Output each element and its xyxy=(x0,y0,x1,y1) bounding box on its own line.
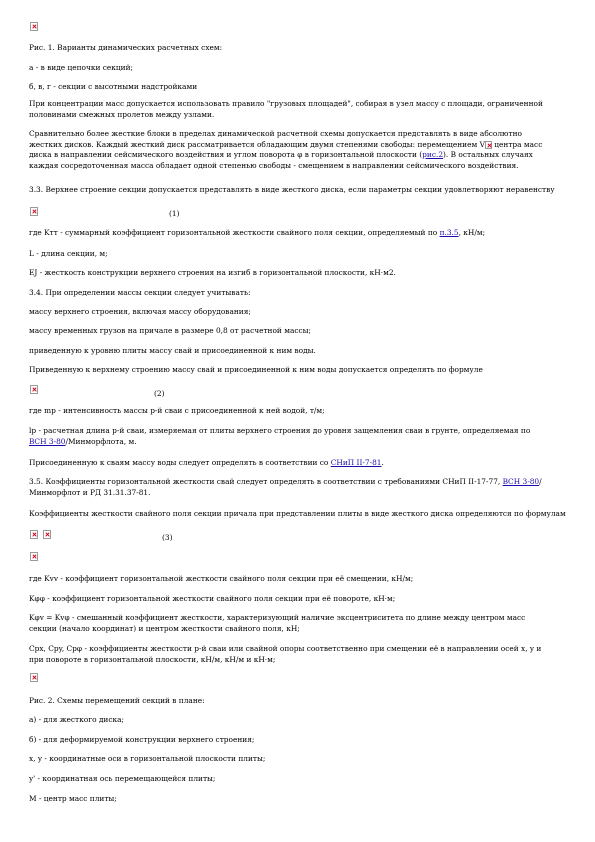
paragraph-3-3: 3.3. Верхнее строение секции допускается представлять в виде жесткого диска, если параметры секции удовлетворяют неравенству xyxy=(29,185,555,194)
paragraph-lp-text-2: /Минморфлота, м. xyxy=(65,436,137,446)
paragraph-rigid-text-1: Сравнительно более жесткие блоки в пределах динамической расчетной схемы допускается представлять в виде абсолютно жестких дисков. Каждый жесткий диск рассматривается обладающим двумя степенями свободы: перемещением V xyxy=(29,129,522,149)
broken-image-icon xyxy=(30,530,38,539)
paragraph-rigid-text-3: ). В остальных случаях каждая сосредоточенная масса обладает одной степенью свободы - смещением в направлении сейсмического воздействия. xyxy=(29,150,533,170)
paragraph-lp xyxy=(29,426,549,447)
broken-image-icon xyxy=(30,552,38,561)
paragraph-kxx xyxy=(29,228,549,239)
equation-2-number: (2) xyxy=(154,389,165,398)
paragraph-added-text-1: Присоединенную к сваям массу воды следует определять в соответствии со xyxy=(29,458,331,467)
section-3-5-link[interactable]: п.3.5 xyxy=(439,228,459,237)
broken-image-icon xyxy=(30,385,38,394)
figure-1-item-a: а - в виде цепочки секций; xyxy=(29,63,133,72)
figure-2-mass-center: M - центр масс плиты; xyxy=(29,794,117,803)
figure-2-caption: Рис. 2. Схемы перемещений секций в плане: xyxy=(29,696,205,705)
paragraph-kxx-text-2: , кН/м; xyxy=(458,228,486,237)
broken-image-icon xyxy=(43,530,51,539)
paragraph-added-water xyxy=(29,458,549,469)
equation-1-number: (1) xyxy=(169,209,180,218)
list-item-mass-upper: массу верхнего строения, включая массу оборудования; xyxy=(29,307,251,316)
figure-2-item-b: б) - для деформируемой конструкции верхнего строения; xyxy=(29,735,255,744)
figure-2-axis-y1: y' - координатная ось перемещающейся плиты; xyxy=(29,774,216,783)
paragraph-reduced-mass: Приведенную к верхнему строению массу свай и присоединенной к ним воды допускается определять по формуле xyxy=(29,365,483,374)
list-item-mass-added: приведенную к уровню плиты массу свай и присоединенной к ним воды. xyxy=(29,346,316,355)
vsn-3-80-link[interactable]: ВСН 3-80 xyxy=(502,477,540,486)
paragraph-3-5 xyxy=(29,477,549,498)
paragraph-3-5-text-1: 3.5. Коэффициенты горизонтальной жесткости свай следует определять в соответствии с требованиями СНиП II-17-77, xyxy=(29,477,503,486)
paragraph-concentration: При концентрации масс допускается использовать правило "грузовых площадей", собирая в узел массу с площади, ограниченной половинами смежных пролетов между узлами. xyxy=(29,99,543,119)
snip-ii-7-81-link[interactable]: СНиП II-7-81 xyxy=(330,458,382,467)
paragraph-cpx: Cpx, Cpy, Cpφ - коэффициенты жесткости p-й сваи или свайной опоры соответственно при смещении её в направлении осей x, y и при повороте в горизонтальной плоскости, кН/м, кН/м и кН·м; xyxy=(29,644,542,664)
paragraph-rigid-text-2: центра масс диска в направлении сейсмического воздействия и углом поворота φ в горизонтальной плоскости ( xyxy=(29,139,543,159)
figure-2-axes-xy: x, y - координатные оси в горизонтальной плоскости плиты; xyxy=(29,754,266,763)
paragraph-kvv: где Kvv - коэффициент горизонтальной жесткости свайного поля секции при её смещении, кН/м; xyxy=(29,574,414,583)
figure-1-caption: Рис. 1. Варианты динамических расчетных схем: xyxy=(29,43,223,52)
figure-1-item-bvg: б, в, г - секции с высотными надстройками xyxy=(29,82,198,91)
figure-2-link[interactable]: рис.2 xyxy=(422,150,444,159)
paragraph-added-text-2: . xyxy=(381,458,384,467)
paragraph-kff: Kφφ - коэффициент горизонтальной жесткости свайного поля секции при её повороте, кН·м; xyxy=(29,594,396,603)
paragraph-ej: EJ - жесткость конструкции верхнего строения на изгиб в горизонтальной плоскости, кН·м2. xyxy=(29,268,396,277)
paragraph-kfv: Kφv = Kvφ - смешанный коэффициент жесткости, характеризующий наличие эксцентриситета по длине между центром масс секции (начало координат) и центром жесткости свайного поля, кН; xyxy=(29,613,526,633)
paragraph-3-5-text-2: /Минморфлот и РД 31.31.37-81. xyxy=(29,477,542,497)
broken-image-icon xyxy=(485,141,492,149)
paragraph-3-4: 3.4. При определении массы секции следует учитывать: xyxy=(29,288,251,297)
paragraph-length: L - длина секции, м; xyxy=(29,249,108,258)
broken-image-icon xyxy=(30,673,38,682)
list-item-mass-temporary: массу временных грузов на причале в размере 0,8 от расчетной массы; xyxy=(29,326,312,335)
paragraph-mp: где mp - интенсивность массы p-й сваи с присоединенной к ней водой, т/м; xyxy=(29,406,325,415)
paragraph-kxx-text-1: где Kтт - суммарный коэффициент горизонтальной жесткости свайного поля секции, определяемый по xyxy=(29,228,440,237)
broken-image-icon xyxy=(30,22,38,31)
paragraph-rigid-disk xyxy=(29,129,549,171)
broken-image-icon xyxy=(30,207,38,216)
equation-3-number: (3) xyxy=(162,533,173,542)
vsn-3-80-link[interactable]: ВСН 3-80 xyxy=(29,436,66,446)
paragraph-coefficients: Коэффициенты жесткости свайного поля секции причала при представлении плиты в виде жесткого диска определяются по формулам xyxy=(29,509,566,518)
figure-2-item-a: а) - для жесткого диска; xyxy=(29,715,125,724)
paragraph-lp-text-1: lp - расчетная длина p-й сваи, измеряемая от плиты верхнего строения до уровня защемления сваи в грунте, определяемая по xyxy=(29,426,531,435)
